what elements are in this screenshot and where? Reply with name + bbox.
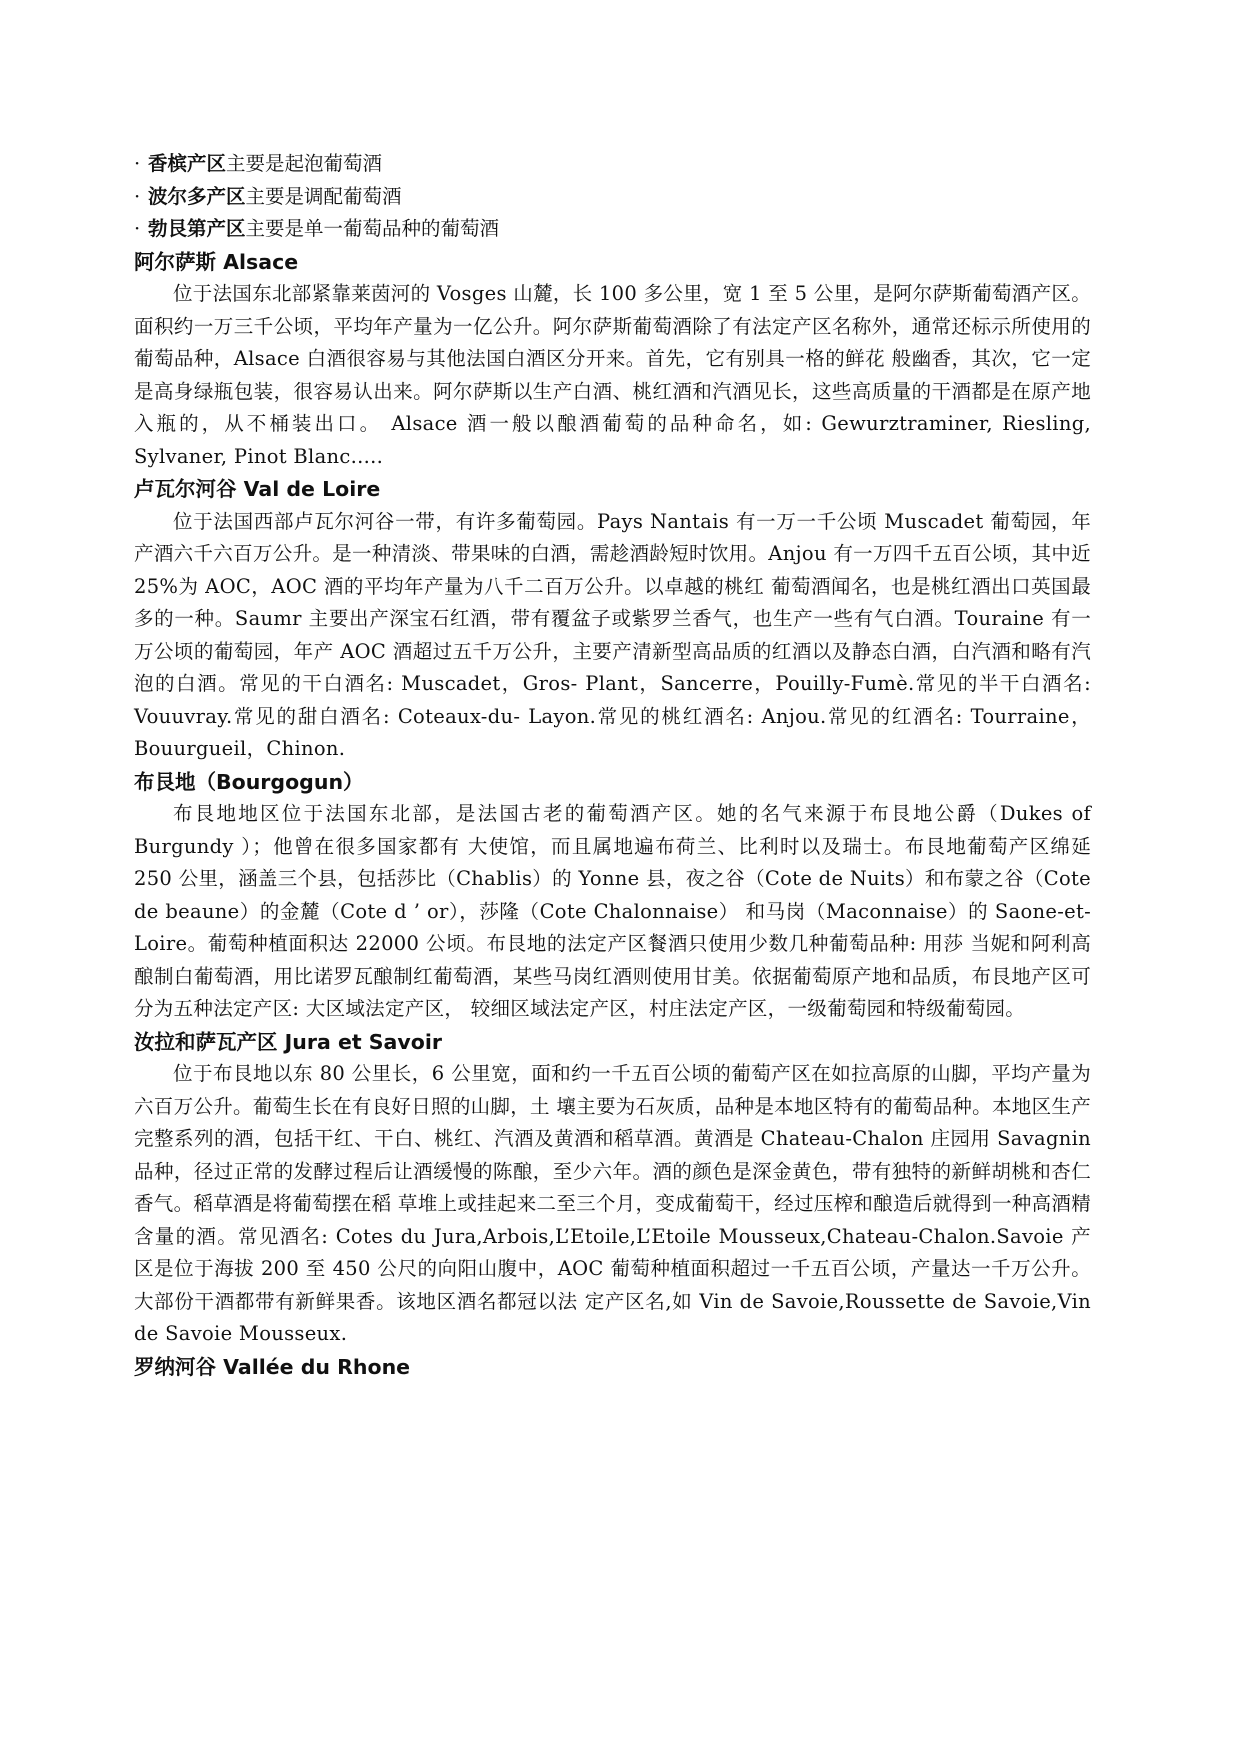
bullet-region-name: 勃艮第产区 <box>148 217 246 240</box>
bullet-item <box>134 181 1091 214</box>
section-heading-alsace: 阿尔萨斯 Alsace <box>134 249 299 274</box>
section-body-loire: 位于法国西部卢瓦尔河谷一带，有许多葡萄园。Pays Nantais 有一万一千公顷 Muscadet 葡萄园，年产酒六千六百万公升。是一种清淡、带果味的白酒，需趁酒龄短时饮用。Anjou 有一万四千五百公顷，其中近 25%为 AOC，AOC 酒的平均年产量为八千二百万公升。以卓越的桃红 葡萄酒闻名，也是桃红酒出口英国最多的一种。Saumr 主要出产深宝石红酒，带有覆盆子或紫罗兰香气，也生产一些有气白酒。Touraine 有一万公顷的葡萄园，年产 AOC 酒超过五千万公升，主要产清新型高品质的红酒以及静态白酒，白汽酒和略有汽泡的白酒。常见的干白酒名: Muscadet，Gros- Plant，Sancerre，Pouilly-Fumè.常见的半干白酒名: Vouuvray.常见的甜白酒名: Coteaux-du- Layon.常见的桃红酒名: Anjou.常见的红酒名: Tourraine，Bouurgueil，Chinon. <box>134 509 1091 760</box>
section-body-jura-savoie: 位于布艮地以东 80 公里长，6 公里宽，面和约一千五百公顷的葡萄产区在如拉高原的山脚，平均产量为六百万公升。葡萄生长在有良好日照的山脚，土 壤主要为石灰质，品种是本地区特有的葡萄品种。本地区生产完整系列的酒，包括干红、干白、桃红、汽酒及黄酒和稻草酒。黄酒是 Chateau-Chalon 庄园用 Savagnin 品种，径过正常的发酵过程后让酒缓慢的陈酿，至少六年。酒的颜色是深金黄色，带有独特的新鲜胡桃和杏仁香气。稻草酒是将葡萄摆在稻 草堆上或挂起来二至三个月，变成葡萄干，经过压榨和酿造后就得到一种高酒精含量的酒。常见酒名: Cotes du Jura,Arbois,L’Etoile,L’Etoile Mousseux,Chateau-Chalon.Savoie 产区是位于海拔 200 至 450 公尺的向阳山腹中，AOC 葡萄种植面积超过一千五百公顷，产量达一千万公升。大部份干酒都带有新鲜果香。该地区酒名都冠以法 定产区名,如 Vin de Savoie,Roussette de Savoie,Vin de Savoie Mousseux. <box>134 1062 1091 1345</box>
bullet-item <box>134 213 1091 246</box>
section-heading-rhone: 罗纳河谷 Vallée du Rhone <box>134 1354 411 1379</box>
section-heading-loire: 卢瓦尔河谷 Val de Loire <box>134 477 381 501</box>
bullet-region-name: 香槟产区 <box>148 152 227 175</box>
section-heading-bourgogne: 布艮地（Bourgogun） <box>134 769 364 794</box>
bullet-region-name: 波尔多产区 <box>148 184 246 208</box>
bullet-dot: · <box>134 217 141 240</box>
section-body-alsace: 位于法国东北部紧靠莱茵河的 Vosges 山麓，长 100 多公里，宽 1 至 5 公里，是阿尔萨斯葡萄酒产区。面积约一万三千公顷，平均年产量为一亿公升。阿尔萨斯葡萄酒除了有法定产区名称外，通常还标示所使用的葡萄品种，Alsace 白酒很容易与其他法国白酒区分开来。首先，它有别具一格的鲜花 般幽香，其次，它一定是高身绿瓶包装，很容易认出来。阿尔萨斯以生产白酒、桃红酒和汽酒见长，这些高质量的干酒都是在原产地入瓶的，从不桶装出口。 Alsace 酒一般以酿酒葡萄的品种命名，如: Gewurztraminer, Riesling, Sylvaner, Pinot Blanc..... <box>134 282 1091 468</box>
bullet-dot: · <box>134 184 141 208</box>
bullet-dot: · <box>134 152 141 175</box>
bullet-description: 主要是起泡葡萄酒 <box>226 152 383 175</box>
bullet-description: 主要是调配葡萄酒 <box>245 184 402 208</box>
section-body-bourgogne: 布艮地地区位于法国东北部，是法国古老的葡萄酒产区。她的名气来源于布艮地公爵（Dukes of Burgundy ）；他曾在很多国家都有 大使馆，而且属地遍布荷兰、比利时以及瑞士。布艮地葡萄产区绵延 250 公里，涵盖三个县，包括莎比（Chablis）的 Yonne 县，夜之谷（Cote de Nuits）和布蒙之谷（Cote de beaune）的金麓（Cote d ’ or），莎隆（Cote Chalonnaise） 和马岗（Maconnaise）的 Saone-et-Loire。葡萄种植面积达 22000 公顷。布艮地的法定产区餐酒只使用少数几种葡萄品种: 用莎 当妮和阿利高酿制白葡萄酒，用比诺罗瓦酿制红葡萄酒，某些马岗红酒则使用甘美。依据葡萄原产地和品质，布艮地产区可分为五种法定产区: 大区域法定产区， 较细区域法定产区，村庄法定产区，一级葡萄园和特级葡萄园。 <box>134 802 1091 1020</box>
bullet-description: 主要是单一葡萄品种的葡萄酒 <box>245 217 500 240</box>
section-heading-jura-savoie: 汝拉和萨瓦产区 Jura et Savoir <box>134 1029 442 1054</box>
bullet-item <box>134 148 1091 181</box>
